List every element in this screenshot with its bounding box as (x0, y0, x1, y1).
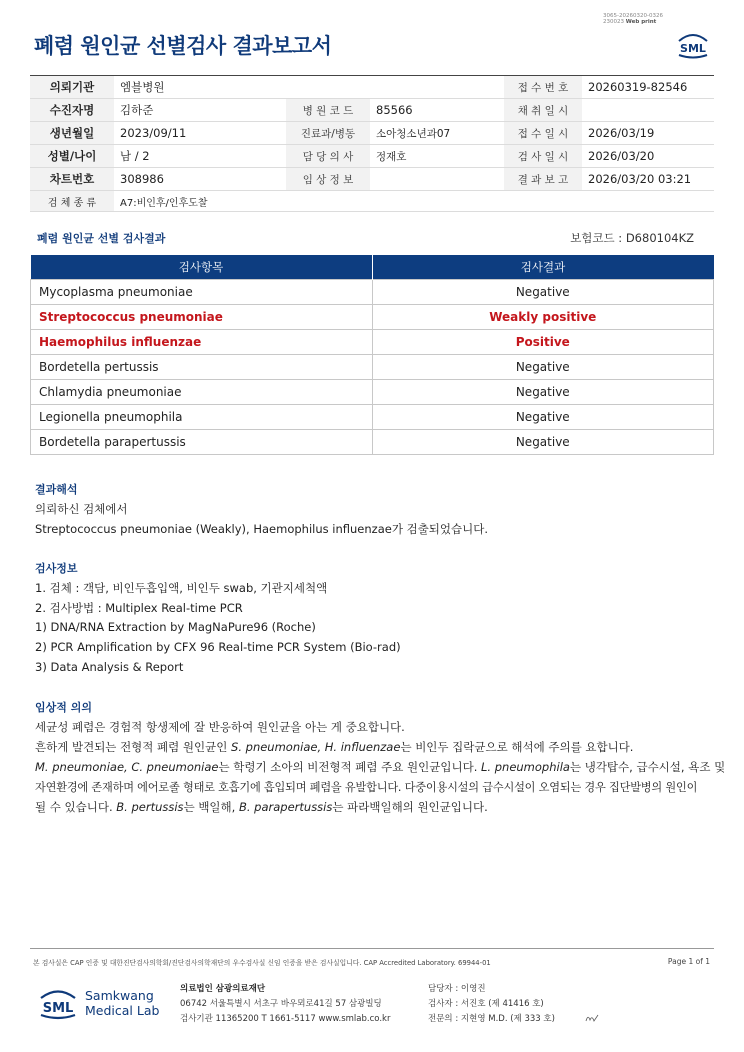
clinical-line: 자연환경에 존재하며 에어로졸 형태로 호흡기에 흡입되며 폐렴을 유발합니다. 다중이용시설의 급수시설이 오염되는 경우 집단발병의 원인이 (35, 781, 698, 794)
receipt-date-label: 접 수 일 시 (504, 122, 582, 145)
clinical-line: 흔하게 발견되는 전형적 폐렴 원인균인 S. pneumoniae, H. influenzae는 비인두 집락균으로 해석에 주의를 요합니다. (35, 740, 634, 754)
table-row (31, 329, 714, 354)
sex-age-label: 성별/나이 (30, 145, 114, 168)
clinical-info-label: 임 상 정 보 (286, 168, 370, 191)
test-item: Bordetella pertussis (31, 354, 373, 379)
test-date-value: 2026/03/20 (582, 145, 714, 168)
receipt-no-value: 20260319-82546 (582, 76, 714, 99)
col-header-result: 검사결과 (372, 255, 713, 279)
sml-logo-bottom-text: SML (42, 1001, 74, 1016)
test-info-line: 1) DNA/RNA Extraction by MagNaPure96 (Roche) (35, 620, 316, 634)
sex-age-value: 남 / 2 (114, 145, 286, 168)
test-date-label: 검 사 일 시 (504, 145, 582, 168)
sml-logo-icon (674, 28, 712, 60)
signature-icon (584, 1012, 602, 1024)
hospital-code-label: 병 원 코 드 (286, 99, 370, 122)
lab-name (85, 988, 159, 1018)
table-row (31, 304, 714, 329)
receipt-date-value: 2026/03/19 (582, 122, 714, 145)
test-info-title: 검사정보 (35, 562, 78, 575)
insurance-code: 보험코드 : D680104KZ (570, 231, 694, 245)
request-org-value: 엠블병원 (114, 76, 504, 99)
test-item: Haemophilus influenzae (31, 329, 373, 354)
table-row (31, 279, 714, 304)
print-code-line1: 3065-20260320-0326 (603, 13, 663, 19)
test-result: Negative (372, 354, 713, 379)
dept-value: 소아청소년과07 (370, 122, 504, 145)
table-row (31, 404, 714, 429)
birth-label: 생년월일 (30, 122, 114, 145)
test-result: Negative (372, 429, 713, 454)
report-date-value: 2026/03/20 03:21 (582, 168, 714, 191)
test-result: Positive (372, 329, 713, 354)
test-item: Streptococcus pneumoniae (31, 304, 373, 329)
test-item: Bordetella parapertussis (31, 429, 373, 454)
patient-name-value: 김하준 (114, 99, 286, 122)
patient-info-table (30, 75, 714, 212)
col-header-item: 검사항목 (31, 255, 373, 279)
footer-divider (30, 948, 714, 949)
clinical-significance-title: 임상적 의의 (35, 701, 92, 714)
sml-logo-bottom-icon (37, 983, 79, 1021)
doctor-value: 정재호 (370, 145, 504, 168)
test-result: Negative (372, 279, 713, 304)
clinical-line: 세균성 폐렴은 경험적 항생제에 잘 반응하여 원인균을 아는 게 중요합니다. (35, 720, 405, 734)
birth-value: 2023/09/11 (114, 122, 286, 145)
clinical-info-value (370, 168, 504, 191)
foundation-contact: 검사기관 11365200 T 1661-5117 www.smlab.co.kr (180, 1014, 391, 1024)
collect-date-label: 채 취 일 시 (504, 99, 582, 122)
page-title: 폐렴 원인균 선별검사 결과보고서 (34, 34, 332, 58)
sml-logo-text: SML (680, 42, 706, 55)
staff-manager: 담당자 : 이영진 (428, 984, 486, 994)
test-item: Legionella pneumophila (31, 404, 373, 429)
hospital-code-value: 85566 (370, 99, 504, 122)
staff-specialist: 전문의 : 지현영 M.D. (제 333 호) (428, 1014, 555, 1024)
foundation-address: 06742 서울특별시 서초구 바우뫼로41길 57 삼광빌딩 (180, 999, 382, 1009)
report-date-label: 결 과 보 고 (504, 168, 582, 191)
collect-date-value (582, 99, 714, 122)
request-org-label: 의뢰기관 (30, 76, 114, 99)
patient-name-label: 수진자명 (30, 99, 114, 122)
staff-tester: 검사자 : 서진호 (제 41416 호) (428, 999, 544, 1009)
test-result: Negative (372, 379, 713, 404)
table-row (31, 429, 714, 454)
test-result: Weakly positive (372, 304, 713, 329)
chart-no-label: 차트번호 (30, 168, 114, 191)
staff-info (428, 982, 555, 1027)
test-result: Negative (372, 404, 713, 429)
chart-no-value: 308986 (114, 168, 286, 191)
test-item: Chlamydia pneumoniae (31, 379, 373, 404)
table-row (31, 354, 714, 379)
interpretation-title: 결과해석 (35, 483, 78, 496)
test-item: Mycoplasma pneumoniae (31, 279, 373, 304)
specimen-label: 검 체 종 류 (30, 191, 114, 212)
foundation-info (180, 982, 390, 1027)
clinical-line: 될 수 있습니다. B. pertussis는 백일해, B. parapertussis는 파라백일해의 원인균입니다. (35, 800, 488, 814)
interpretation-line: Streptococcus pneumoniae (Weakly), Haemophilus influenzae가 검출되었습니다. (35, 522, 489, 536)
footer-accreditation-note: 본 검사실은 CAP 인증 및 대한진단검사의학회/진단검사의학재단의 우수검사실 신임 인증을 받은 검사실입니다. CAP Accredited Laboratory. 69944-01 (33, 959, 491, 967)
test-info-line: 2) PCR Amplification by CFX 96 Real-time PCR System (Bio-rad) (35, 640, 401, 654)
results-table (30, 255, 714, 455)
print-code-line2: 230023 Web print (603, 19, 657, 25)
lab-name-line2: Medical Lab (85, 1003, 160, 1018)
test-info-line: 1. 검체 : 객담, 비인두흡입액, 비인두 swab, 기관지세척액 (35, 581, 328, 595)
lab-name-line1: Samkwang (85, 988, 154, 1003)
clinical-line: M. pneumoniae, C. pneumoniae는 학령기 소아의 비전형적 폐렴 주요 원인균입니다. L. pneumophila는 냉각탑수, 급수시설, 욕조 및 (35, 760, 726, 774)
receipt-no-label: 접 수 번 호 (504, 76, 582, 99)
results-section-title: 폐렴 원인균 선별 검사결과 (37, 232, 166, 245)
doctor-label: 담 당 의 사 (286, 145, 370, 168)
foundation-name: 의료법인 삼광의료재단 (180, 984, 266, 994)
interpretation-line: 의뢰하신 검체에서 (35, 502, 128, 516)
test-info-line: 2. 검사방법 : Multiplex Real-time PCR (35, 601, 243, 615)
specimen-value: A7:비인후/인후도찰 (114, 191, 714, 212)
print-code (603, 13, 663, 25)
test-info-line: 3) Data Analysis & Report (35, 660, 184, 674)
table-row (31, 379, 714, 404)
page-number: Page 1 of 1 (667, 957, 710, 966)
dept-label: 진료과/병동 (286, 122, 370, 145)
